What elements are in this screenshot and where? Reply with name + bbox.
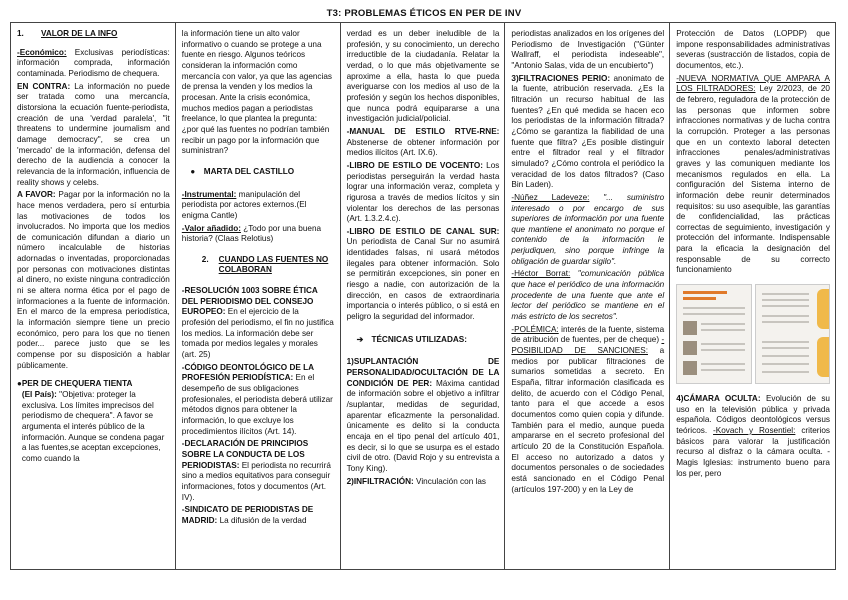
column-5 (670, 23, 835, 569)
text: En el ejercicio de la profesión del periodismo, el fin no justifica los medios. La información debe ser tomada por medios legales y morales (art. 25) (181, 307, 334, 360)
section-heading-2 (202, 255, 335, 276)
text: El periodista no recurrirá sino a medios equitativos para conseguir informaciones, fotos y documentos (Art. IV). (181, 460, 331, 502)
section-heading-1 (17, 29, 170, 40)
text: anonimato de la fuente, atribución reservada. ¿Es la filtración un recurso habitual de las fuentes? ¿En qué medida se hacen eco los periodistas de la información filtrada? ¿Cómo se garantiza la fiabilidad de una fuente que filtra? ¿Es posible distinguir entre el filtrador real y el filtrador simulado? ¿Cómo controla el periódico la veracidad de los datos filtrados? (Caso Bin Laden). (511, 73, 665, 190)
paragraph (17, 82, 170, 189)
column-3 (341, 23, 506, 569)
paragraph (182, 439, 335, 503)
section-number: 1. (17, 29, 24, 38)
paragraph (511, 269, 664, 322)
text: Los periodistas perseguirán la verdad hasta lograr una información veraz, completa y rigurosa a través de medios lícitos y sin violentar los derechos de las personas (Art. 1.3.2.4.c). (346, 160, 500, 224)
text: Abstenerse de obtener información por medios ilícitos (Art. IX.6). (346, 137, 500, 158)
bullet-title: PER DE CHEQUERA TIENTA (21, 379, 133, 389)
label-vocento: -LIBRO DE ESTILO DE VOCENTO: (346, 160, 483, 170)
text: Pagar por la información no la hace menos verdadera, pero sí enturbia las motivaciones de todos los involucrados. No importa que los medios de comunicación difundan a diario un número incalculable de historias adornadas o inventadas, proporcionadas por personas con motivaciones distintas al dinero, no existe ninguna contradicción ni se altera norma ética por el pago de informaciones a la fuente de información. En el marco de la empresa periodística, la información siempre tiene un precio económico, pero para los que no tienen poder... parece justo que se les compense por su disposición a hablar públicamente. (17, 190, 170, 370)
bullet-item (17, 379, 170, 464)
label-nunez: -Núñez Ladeveze: (511, 192, 590, 202)
label-borrat: -Héctor Borrat: (511, 269, 571, 279)
paragraph: Protección de Datos (LOPDP) que impone responsabilidades administrativas severas (sustracción de listados, copia de documentos, etc.). (676, 29, 830, 70)
label-economico: -Económico: (17, 47, 67, 57)
paragraph (182, 190, 335, 222)
label-magis: -Magis Iglesias: (676, 447, 830, 468)
section-title: CUANDO LAS FUENTES NO COLABORAN (218, 254, 329, 275)
label-declaracion: -DECLARACIÓN DE PRINCIPIOS SOBRE LA CONDUCTA DE LOS PERIODISTAS: (181, 439, 309, 470)
paragraph (511, 193, 664, 268)
label-kovach: -Kovach y Rosentiel: (713, 426, 796, 436)
page-title: T3: PROBLEMAS ÉTICOS EN PER DE INV (326, 8, 522, 19)
label-polemica: -POLÉMICA: (511, 324, 559, 334)
arrow-right-icon: ➔ (356, 334, 364, 344)
paragraph (676, 394, 830, 479)
label-nueva-normativa: -NUEVA NORMATIVA QUE AMPARA A LOS FILTRADORES: (676, 73, 830, 94)
label-suplantacion: 1)SUPLANTACIÓN DE PERSONALIDAD/OCULTACIÓN DE LA CONDICIÓN DE PER: (346, 357, 500, 388)
document-thumbnail-image (676, 284, 751, 384)
paragraph (676, 74, 830, 276)
text: Ley 2/2023, de 20 de febrero, reguladora de la protección de las personas que informen sobre infracciones normativas y de lucha contra la corrupción. Proteger a las personas que en un contexto laboral detecten infracciones penales/administrativas graves y las comuniquen mediante los mecanismos regulados en ella. La configuración del Sistema interno de información debe reunir determinados requisitos: su uso asequible, las garantías de confidencialidad, las prácticas correctas de seguimiento, investigación y protección del informante. Indispensable para la eficacia la designación del responsable de su correcto funcionamiento (676, 84, 830, 275)
text: La información no puede ser tratada como una mercancía, distorsiona la ecuación fuente-periodista, creación de una 'verdad paralela', "it threatens to undermine journalism and damage democracy", se crea un 'mercado' de la información, defensa del derecho de la audiencia a conocer la relevancia de la información, influencia de reality shows y celebs. (17, 81, 170, 187)
label-a-favor: A FAVOR: (17, 190, 56, 200)
paragraph (347, 127, 500, 159)
column-1 (11, 23, 176, 569)
paragraph: periodistas analizados en los orígenes del Periodismo de Investigación ("Günter Wallraff, el periodista indeseable", "Antonio Salas, vida de un encubierto") (511, 29, 665, 70)
label-resolucion: -RESOLUCIÓN 1003 SOBRE ÉTICA DEL PERIODISMO DEL CONSEJO EUROPEO: (181, 286, 318, 317)
quote: "comunicación pública que hace el periódico de una información procedente de una fuente que ante el lector del periódico se mantiene en el más estricto de los secretos". (511, 269, 665, 322)
label-valor-anadido: -Valor añadido: (181, 223, 241, 233)
label-codigo: -CÓDIGO DEONTOLÓGICO DE LA PROFESIÓN PERIODÍSTICA: (181, 362, 314, 383)
bullet-item (182, 167, 335, 178)
bullet-title: MARTA DEL CASTILLO (203, 166, 295, 176)
paragraph (182, 505, 335, 526)
column-4 (505, 23, 670, 569)
label-en-contra: EN CONTRA: (17, 81, 71, 91)
text: "Objetiva: proteger la exclusiva. Los límites imprecisos del periodismo de chequera". A favor se argumenta el interés público de la información. Aunque se condena pagar a las fuentes,se aceptan excepciones, como cuando la (21, 390, 165, 463)
section-heading-tecnicas (357, 335, 500, 346)
text: Exclusivas periodísticas: información comprada, información contaminada. Periodismo de chequera. (17, 47, 170, 78)
bullet-icon: ● (190, 166, 196, 176)
paragraph (17, 190, 170, 371)
label-el-pais: (El País): (21, 390, 57, 399)
paragraph (347, 161, 500, 225)
label-sanciones: -POSIBILIDAD DE SANCIONES: (511, 335, 665, 356)
paragraph (17, 48, 170, 80)
paragraph (347, 227, 500, 323)
text: La difusión de la verdad (219, 515, 307, 525)
bullet-body (22, 379, 170, 464)
label-instrumental: -Instrumental: (181, 189, 237, 199)
bullet-icon: ● (17, 379, 22, 389)
label-sindicato: -SINDICATO DE PERIODISTAS DE MADRID: (181, 505, 314, 525)
text: criterios básicos para valorar la justificación recurso al disfraz o la cámara oculta. (676, 426, 830, 457)
text: Vinculación con las (416, 476, 486, 486)
text: Evolución de su uso en la televisión pública y privada española. Códigos deontológicos versus teóricos. (676, 394, 830, 436)
text: En el desempeño de sus obligaciones profesionales, el periodista deberá utilizar métodos dignos para obtener la información, lo que excluye los procedimientos ilícitos (Art. 14). (181, 373, 333, 436)
section-title: VALOR DE LA INFO (41, 29, 118, 38)
paragraph (182, 224, 335, 245)
paragraph: verdad es un deber ineludible de la profesión, y su conocimiento, un derecho irreductible de la ciudadanía. Relatar la verdad, o lo que más objetivamente se aproxime a ella, hasta lo que pueda averiguarse con los medios al uso de la profesión y según los hechos disponibles, que nunca podrá equipararse a una investigación judicial/policial. (346, 29, 500, 124)
paragraph (182, 363, 335, 438)
label-manual-rtve: -MANUAL DE ESTILO RTVE-RNE: (346, 126, 500, 136)
paragraph (182, 286, 335, 361)
text: manipulación del periodista por actores externos.(El enigma Cantle) (181, 189, 307, 220)
paragraph (511, 325, 664, 496)
paragraph (511, 74, 664, 191)
text: ¿Todo por una buena historia? (Claas Relotius) (181, 223, 322, 244)
label-infiltracion: 2)INFILTRACIÓN: (346, 476, 414, 486)
column-2 (176, 23, 341, 569)
embedded-images (676, 284, 830, 384)
paragraph (347, 477, 500, 488)
infographic-thumbnail-image (755, 284, 830, 384)
section-number: 2. (201, 254, 209, 264)
paragraph: la información tiene un alto valor informativo o cuando se protege a una fuente en riesgo. Algunos teóricos consideran la información como mercancía con valor, ya que las agencias de prensa la venden y los medios la procesan. Ante la crisis económica, muchos medios pagan a periodistas freelance, lo que plantea la pregunta: ¿por qué las fuentes no podrían también recibir un pago por la información que suministran? (181, 29, 332, 156)
label-camara-oculta: 4)CÁMARA OCULTA: (676, 394, 761, 404)
paragraph (347, 357, 500, 474)
label-canal-sur: -LIBRO DE ESTILO DE CANAL SUR: (346, 226, 500, 236)
quote: "... suministro interesado o por encargo de sus superiores de información por una fuente que mantiene el anonimato no porque el contenido de la información le perjudiquen, sino porque infringe la obligación de guardar sigilo". (511, 192, 665, 266)
section-title: TÉCNICAS UTILIZADAS: (371, 334, 467, 344)
text: instrumento bueno para los per, pero (676, 458, 830, 478)
text: interés de la fuente, sistema de atribución de fuentes, per de cheque) (511, 324, 665, 345)
five-column-table (10, 22, 836, 570)
text: a medios por publicar filtraciones de sumarios sometidas a secreto. En España, filtrar información clasificada es delito, de acuerdo con el Código Penal, tanto para el que accede a esos documentos como quien copia y difunde. También para el medio, aunque pueda ampararse en el secreto profesional del artículo 20 de la Constitución Española. El acceso no autorizado a datos y documentos personales o de sociedades está sancionado en el Código Penal (artículos 197-200) y en la Ley de (511, 346, 665, 494)
text: Máxima cantidad de información sobre el objetivo a infiltrar /suplantar, medidas de seguridad, aparentar eficazmente la personalidad. únicamente es delito si la conducta encaja en el tipo penal del artículo 401, es decir, si lo que se usurpa es el estado civil de otro. (David Rojo y su entrevista a Tony King). (346, 378, 500, 473)
text: Un periodista de Canal Sur no asumirá identidades falsas, ni usará métodos ilegales para obtener información. Solo se permitirán excepciones, sin poner en riesgo a nadie, con autorización de la dirección, en casos de extraordinaria importancia o interés público, o si está en peligro la seguridad del informador. (346, 237, 500, 322)
label-filtraciones: 3)FILTRACIONES PERIO: (511, 73, 611, 83)
